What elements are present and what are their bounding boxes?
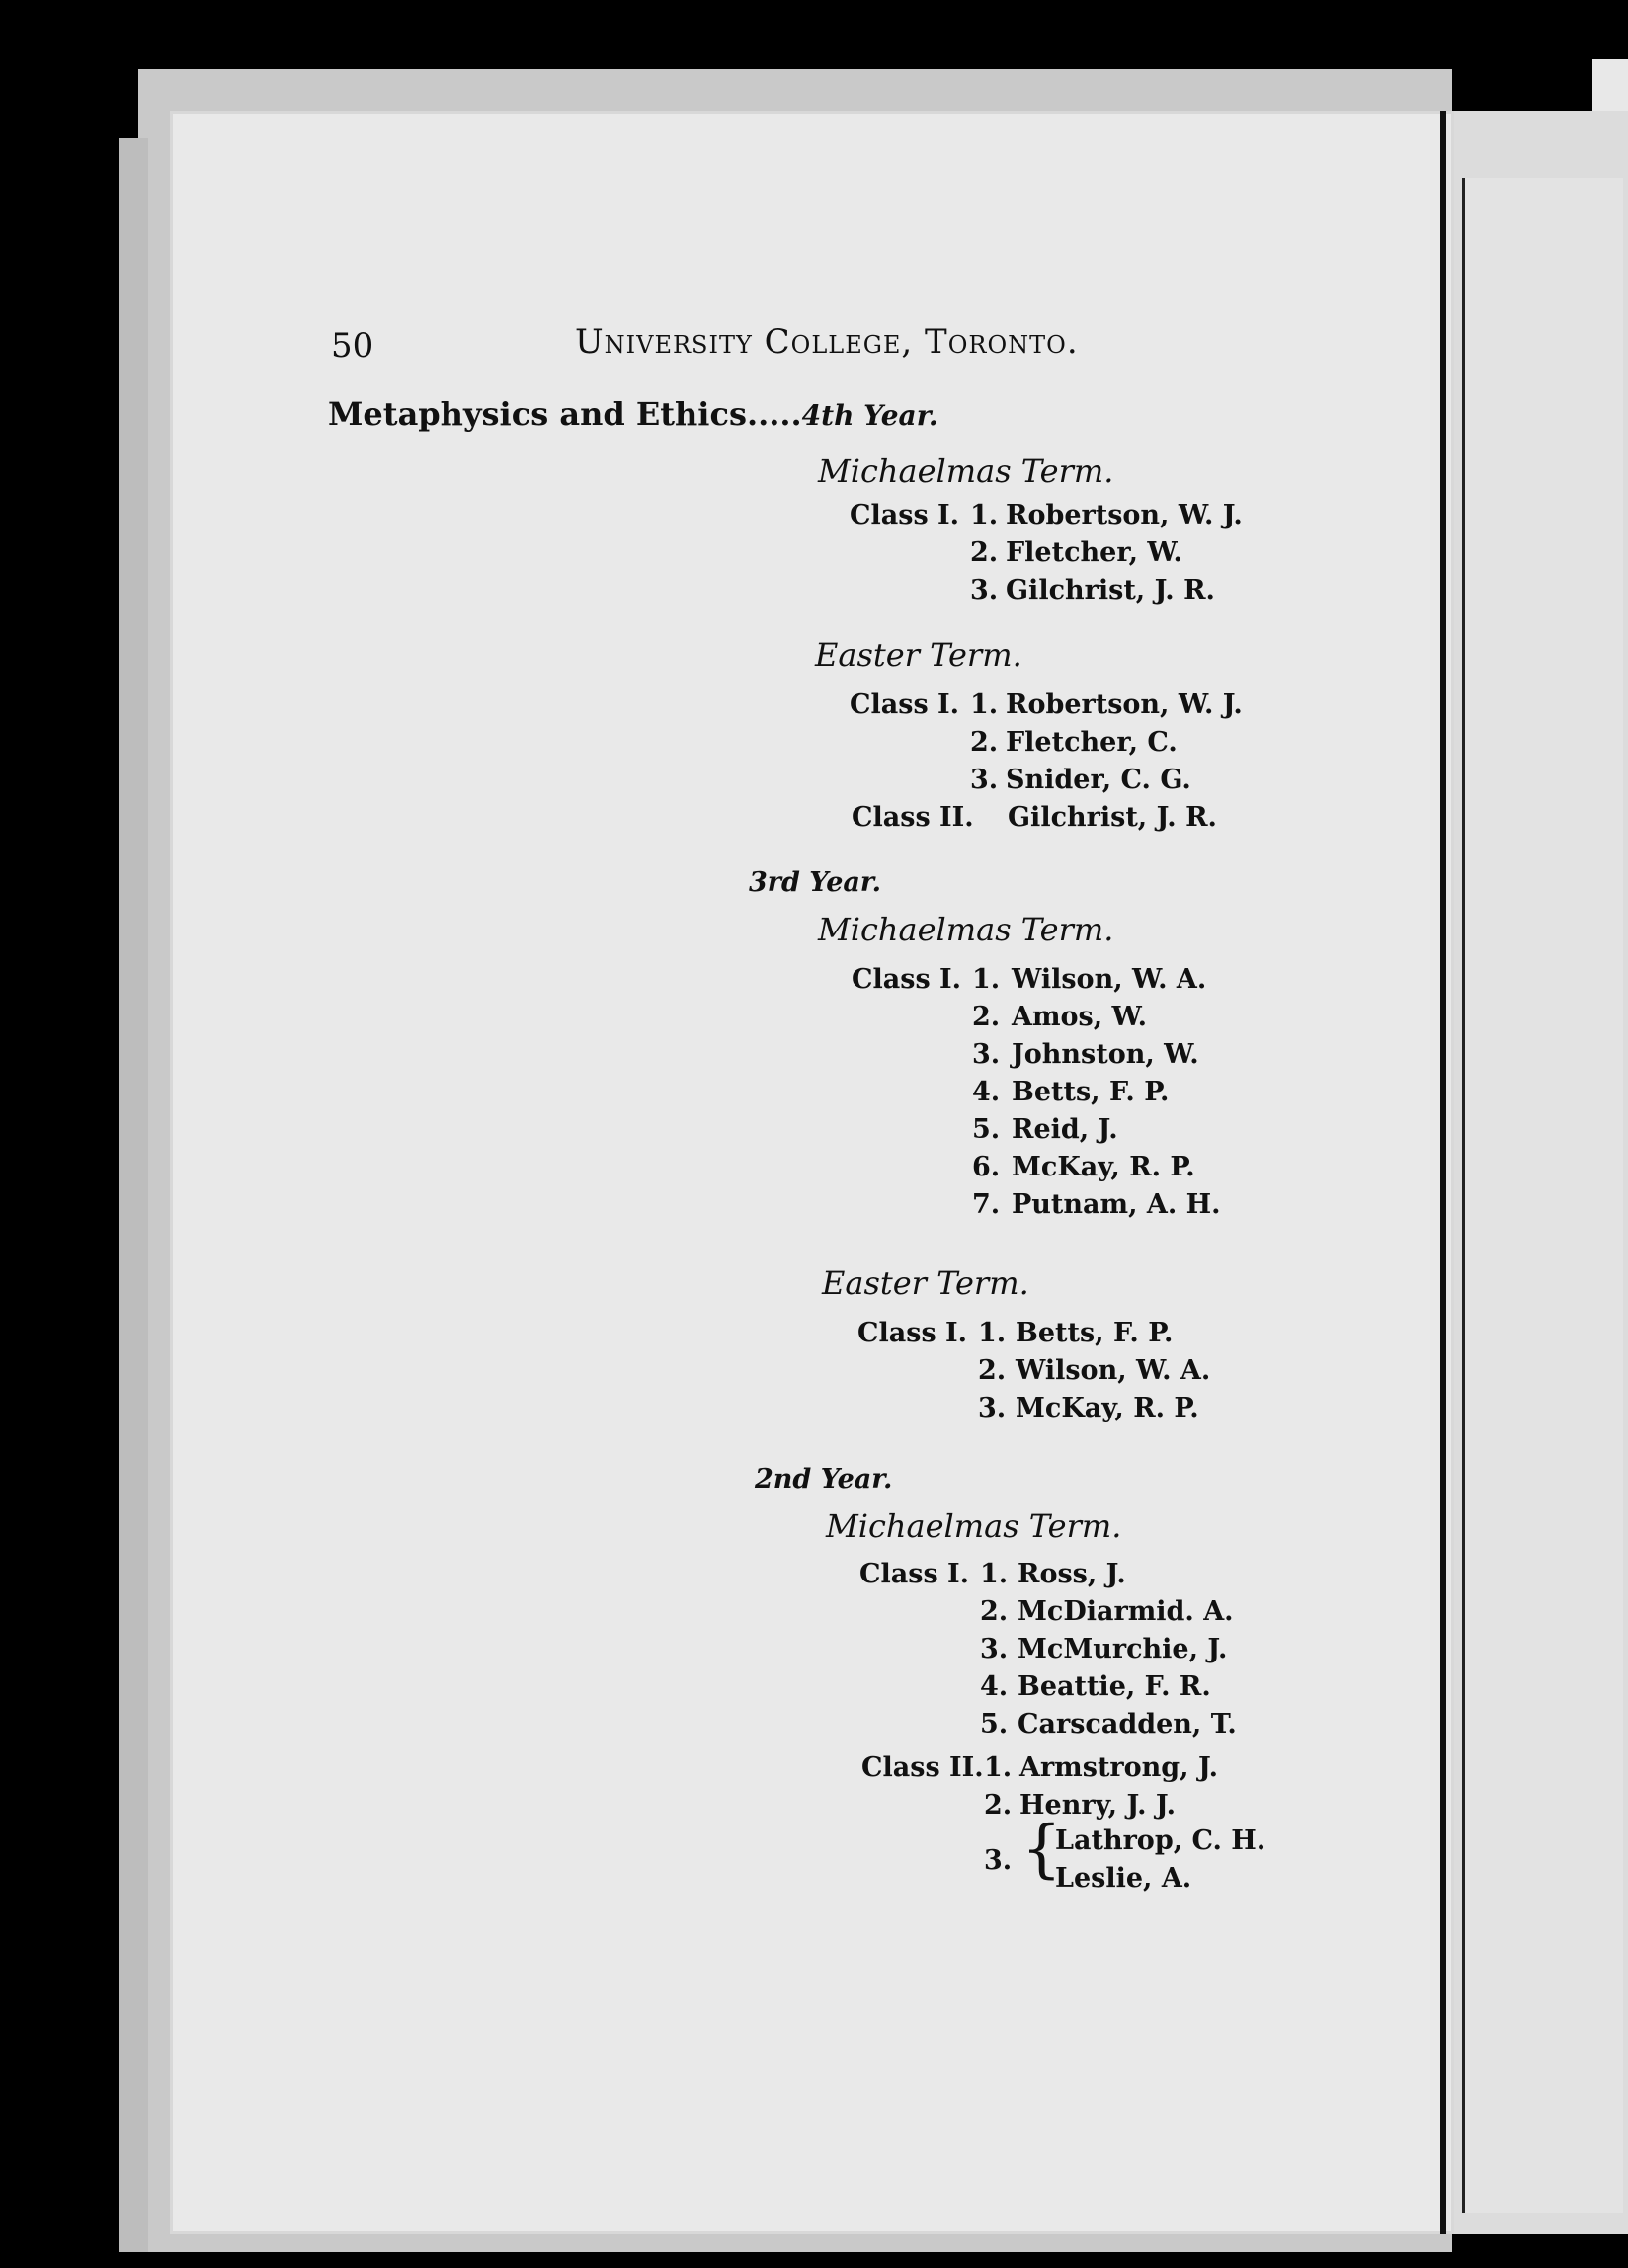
rank-number: 3.	[984, 1845, 1013, 1876]
page-stack-left	[119, 138, 148, 2252]
rank-number: 1.	[980, 1559, 1009, 1589]
student-name: Robertson, W. J.	[1006, 689, 1243, 720]
rank-number: 1.	[984, 1752, 1013, 1783]
class-label: Class I.	[859, 1559, 970, 1589]
student-name: Snider, C. G.	[1006, 765, 1191, 795]
next-page-margin	[1462, 178, 1623, 2213]
page-number: 50	[331, 326, 374, 365]
rank-number: 4.	[972, 1077, 1001, 1107]
year-3-label: 3rd Year.	[749, 867, 882, 898]
student-name: Wilson, W. A.	[1016, 1355, 1211, 1386]
class-label: Class I.	[857, 1318, 968, 1348]
student-name: Fletcher, W.	[1006, 537, 1182, 568]
student-name: Gilchrist, J. R.	[1008, 802, 1217, 833]
rank-number: 2.	[972, 1002, 1001, 1032]
student-name: Carscadden, T.	[1018, 1709, 1237, 1740]
student-name: Johnston, W.	[1012, 1039, 1199, 1070]
rank-number: 3.	[970, 765, 999, 795]
class-label: Class I.	[850, 500, 960, 530]
student-name: Armstrong, J.	[1019, 1752, 1219, 1783]
student-name: Betts, F. P.	[1016, 1318, 1174, 1348]
student-name: Lathrop, C. H.	[1055, 1825, 1266, 1856]
student-name: Wilson, W. A.	[1012, 964, 1207, 995]
student-name: McKay, R. P.	[1012, 1152, 1195, 1182]
student-name: Amos, W.	[1012, 1002, 1148, 1032]
year-4-label: 4th Year.	[801, 399, 938, 432]
student-name: Henry, J. J.	[1019, 1790, 1177, 1821]
student-name: Leslie, A.	[1055, 1863, 1192, 1894]
rank-number: 6.	[972, 1152, 1001, 1182]
running-title: University College, Toronto.	[575, 322, 1079, 362]
rank-number: 5.	[972, 1114, 1001, 1145]
student-name: Reid, J.	[1012, 1114, 1118, 1145]
rank-number: 4.	[980, 1671, 1009, 1702]
rank-number: 1.	[970, 689, 999, 720]
rank-number: 1.	[972, 964, 1001, 995]
class-label: Class I.	[850, 689, 960, 720]
student-name: Fletcher, C.	[1006, 727, 1178, 758]
term-heading: Easter Term.	[815, 636, 1022, 674]
class-label: Class I.	[852, 964, 962, 995]
rank-number: 1.	[978, 1318, 1007, 1348]
student-name: McMurchie, J.	[1018, 1634, 1228, 1664]
rank-number: 2.	[978, 1355, 1007, 1386]
term-heading: Michaelmas Term.	[826, 1507, 1122, 1545]
rank-number: 2.	[984, 1790, 1013, 1821]
page-gutter-line	[1440, 111, 1446, 2234]
class-label: Class II.	[861, 1752, 984, 1783]
rank-number: 3.	[972, 1039, 1001, 1070]
tie-brace: {	[1021, 1813, 1062, 1886]
class-label: Class II.	[852, 802, 974, 833]
rank-number: 3.	[980, 1634, 1009, 1664]
rank-number: 2.	[980, 1596, 1009, 1627]
rank-number: 2.	[970, 537, 999, 568]
student-name: Putnam, A. H.	[1012, 1189, 1221, 1220]
term-heading: Easter Term.	[822, 1264, 1029, 1302]
section-title-text: Metaphysics and Ethics	[328, 395, 747, 433]
rank-number: 7.	[972, 1189, 1001, 1220]
rank-number: 3.	[978, 1393, 1007, 1423]
section-dots: .....	[746, 395, 802, 433]
term-heading: Michaelmas Term.	[818, 452, 1114, 490]
student-name: McKay, R. P.	[1016, 1393, 1199, 1423]
rank-number: 5.	[980, 1709, 1009, 1740]
student-name: Ross, J.	[1018, 1559, 1126, 1589]
rank-number: 3.	[970, 575, 999, 606]
page-corner	[1592, 59, 1628, 111]
student-name: Betts, F. P.	[1012, 1077, 1170, 1107]
section-title	[328, 395, 938, 433]
student-name: Gilchrist, J. R.	[1006, 575, 1215, 606]
student-name: Robertson, W. J.	[1006, 500, 1243, 530]
term-heading: Michaelmas Term.	[818, 911, 1114, 948]
student-name: Beattie, F. R.	[1018, 1671, 1211, 1702]
student-name: McDiarmid. A.	[1018, 1596, 1234, 1627]
rank-number: 1.	[970, 500, 999, 530]
year-2-label: 2nd Year.	[755, 1464, 893, 1495]
rank-number: 2.	[970, 727, 999, 758]
